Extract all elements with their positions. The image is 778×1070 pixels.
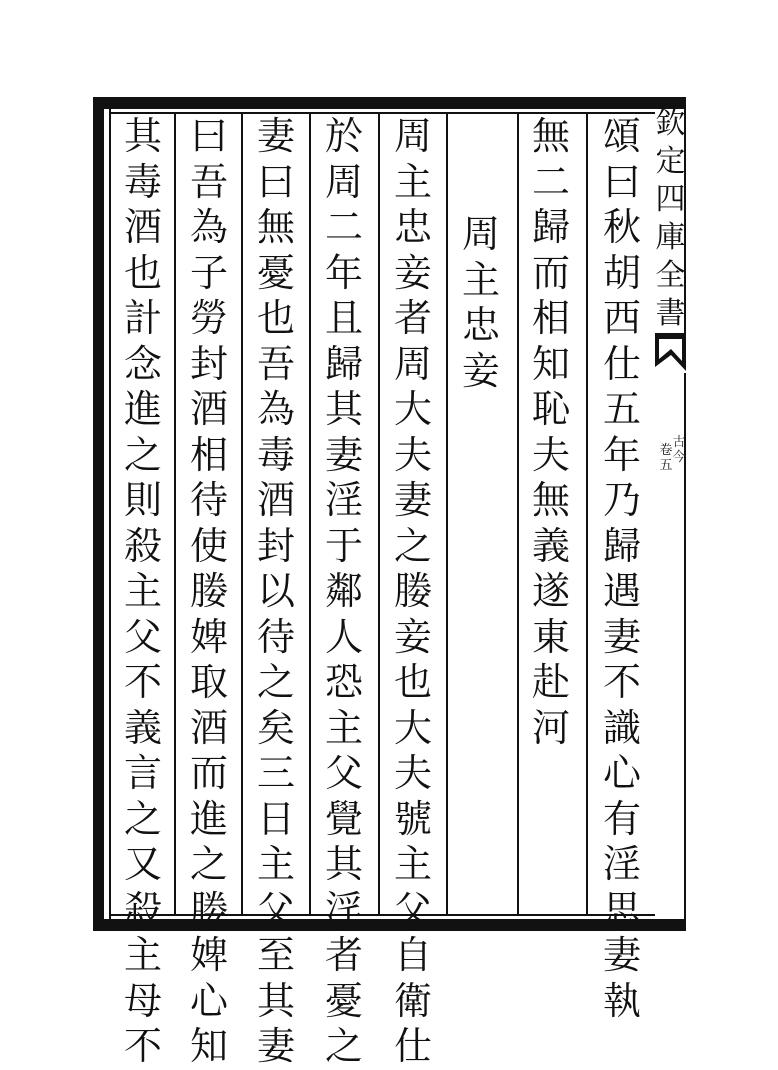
glyph: 定 bbox=[655, 144, 686, 179]
glyph: 父 bbox=[123, 614, 162, 659]
glyph: 思 bbox=[602, 887, 641, 932]
glyph: 主 bbox=[393, 842, 432, 886]
glyph: 相 bbox=[189, 432, 228, 477]
text-column bbox=[593, 114, 651, 1023]
glyph: 大 bbox=[393, 387, 432, 431]
glyph: 有 bbox=[602, 796, 641, 841]
glyph: 西 bbox=[602, 296, 641, 340]
glyph: 妾 bbox=[461, 348, 500, 393]
glyph: 殺 bbox=[123, 887, 162, 932]
glyph: 遇 bbox=[602, 569, 641, 613]
glyph: 毒 bbox=[123, 159, 162, 204]
glyph: 義 bbox=[123, 705, 162, 750]
glyph: 之 bbox=[256, 660, 295, 704]
glyph: 頌 bbox=[602, 114, 641, 158]
glyph: 夫 bbox=[393, 432, 432, 477]
volume-label bbox=[659, 443, 673, 473]
glyph: 之 bbox=[324, 1024, 363, 1068]
text-column bbox=[315, 114, 373, 1068]
glyph: 三 bbox=[256, 751, 295, 795]
glyph: 相 bbox=[531, 296, 570, 340]
glyph: 執 bbox=[602, 978, 641, 1023]
glyph: 心 bbox=[189, 978, 228, 1023]
glyph: 至 bbox=[256, 933, 295, 977]
glyph: 主 bbox=[393, 159, 432, 204]
collection-title bbox=[655, 105, 686, 333]
glyph: 而 bbox=[531, 250, 570, 295]
glyph: 人 bbox=[324, 614, 363, 659]
glyph: 鄰 bbox=[324, 569, 363, 613]
glyph: 酒 bbox=[189, 387, 228, 431]
glyph: 待 bbox=[256, 614, 295, 659]
glyph: 待 bbox=[189, 478, 228, 522]
glyph: 則 bbox=[123, 478, 162, 522]
glyph: 念 bbox=[123, 341, 162, 386]
glyph: 為 bbox=[256, 387, 295, 431]
glyph: 胡 bbox=[602, 250, 641, 295]
glyph: 主 bbox=[123, 569, 162, 613]
glyph: 卷 bbox=[659, 443, 673, 458]
glyph: 進 bbox=[189, 796, 228, 841]
fishtail-mark-icon bbox=[655, 333, 686, 373]
column-rule bbox=[241, 112, 243, 916]
glyph: 妻 bbox=[256, 1024, 295, 1068]
glyph: 不 bbox=[123, 1024, 162, 1068]
glyph: 之 bbox=[123, 796, 162, 841]
glyph: 言 bbox=[123, 751, 162, 795]
glyph: 號 bbox=[393, 796, 432, 841]
glyph: 知 bbox=[189, 1024, 228, 1068]
glyph: 今 bbox=[672, 450, 686, 465]
glyph: 殺 bbox=[123, 523, 162, 568]
margin-band bbox=[655, 97, 686, 931]
glyph: 父 bbox=[256, 887, 295, 932]
glyph: 不 bbox=[602, 660, 641, 704]
glyph: 曰 bbox=[256, 159, 295, 204]
glyph: 吾 bbox=[189, 159, 228, 204]
frame-top-border bbox=[93, 97, 686, 109]
glyph: 淫 bbox=[324, 887, 363, 932]
glyph: 媵 bbox=[189, 887, 228, 932]
glyph: 于 bbox=[324, 523, 363, 568]
glyph: 者 bbox=[393, 296, 432, 340]
glyph: 婢 bbox=[189, 933, 228, 977]
column-rule bbox=[517, 112, 519, 916]
glyph: 憂 bbox=[256, 250, 295, 295]
glyph: 河 bbox=[531, 705, 570, 750]
glyph: 忠 bbox=[393, 205, 432, 249]
glyph: 計 bbox=[123, 296, 162, 340]
column-rule bbox=[446, 112, 448, 916]
glyph: 乃 bbox=[602, 478, 641, 522]
glyph: 二 bbox=[531, 159, 570, 204]
glyph: 也 bbox=[123, 250, 162, 295]
frame-left-border bbox=[93, 97, 104, 931]
glyph: 歸 bbox=[531, 205, 570, 249]
glyph: 書 bbox=[655, 296, 686, 331]
glyph: 衛 bbox=[393, 978, 432, 1023]
glyph: 主 bbox=[461, 257, 500, 302]
glyph: 周 bbox=[324, 159, 363, 204]
column-rule bbox=[309, 112, 311, 916]
glyph: 覺 bbox=[324, 796, 363, 841]
glyph: 主 bbox=[123, 933, 162, 977]
glyph: 封 bbox=[189, 341, 228, 386]
glyph: 之 bbox=[123, 432, 162, 477]
glyph: 夫 bbox=[393, 751, 432, 795]
text-column bbox=[114, 114, 172, 1068]
glyph: 又 bbox=[123, 842, 162, 886]
glyph: 周 bbox=[393, 114, 432, 158]
glyph: 主 bbox=[324, 705, 363, 750]
glyph: 四 bbox=[655, 182, 686, 217]
glyph: 取 bbox=[189, 660, 228, 704]
section-heading bbox=[452, 212, 510, 1012]
glyph: 之 bbox=[393, 523, 432, 568]
glyph: 妻 bbox=[324, 432, 363, 477]
glyph: 不 bbox=[123, 660, 162, 704]
glyph: 使 bbox=[189, 523, 228, 568]
glyph: 仕 bbox=[602, 341, 641, 386]
glyph: 而 bbox=[189, 751, 228, 795]
glyph: 且 bbox=[324, 296, 363, 340]
glyph: 曰 bbox=[189, 114, 228, 158]
glyph: 義 bbox=[531, 523, 570, 568]
glyph: 勞 bbox=[189, 296, 228, 340]
glyph: 婢 bbox=[189, 614, 228, 659]
glyph: 母 bbox=[123, 978, 162, 1023]
glyph: 為 bbox=[189, 205, 228, 249]
column-rule bbox=[586, 112, 588, 916]
glyph: 東 bbox=[531, 614, 570, 659]
glyph: 其 bbox=[324, 842, 363, 886]
glyph: 周 bbox=[461, 212, 500, 256]
glyph: 父 bbox=[393, 887, 432, 932]
glyph: 忠 bbox=[461, 303, 500, 347]
glyph: 其 bbox=[324, 387, 363, 431]
glyph: 全 bbox=[655, 258, 686, 293]
glyph: 欽 bbox=[655, 106, 686, 141]
glyph: 歸 bbox=[324, 341, 363, 386]
glyph: 無 bbox=[531, 114, 570, 158]
glyph: 酒 bbox=[123, 205, 162, 249]
glyph: 封 bbox=[256, 523, 295, 568]
frame-inner-left-line bbox=[109, 109, 111, 919]
glyph: 無 bbox=[256, 205, 295, 249]
glyph: 妻 bbox=[256, 114, 295, 158]
book-title-fragment bbox=[672, 435, 686, 465]
glyph: 妾 bbox=[393, 250, 432, 295]
glyph: 淫 bbox=[324, 478, 363, 522]
text-column bbox=[180, 114, 238, 1068]
glyph: 其 bbox=[123, 114, 162, 158]
glyph: 妻 bbox=[602, 933, 641, 977]
glyph: 二 bbox=[324, 205, 363, 249]
glyph: 遂 bbox=[531, 569, 570, 613]
glyph: 妻 bbox=[602, 614, 641, 659]
glyph: 矣 bbox=[256, 705, 295, 750]
glyph: 妾 bbox=[393, 614, 432, 659]
glyph: 庫 bbox=[655, 220, 686, 255]
glyph: 毒 bbox=[256, 432, 295, 477]
glyph: 者 bbox=[324, 933, 363, 977]
glyph: 曰 bbox=[602, 159, 641, 204]
column-rule bbox=[378, 112, 380, 916]
glyph: 日 bbox=[256, 796, 295, 841]
glyph: 淫 bbox=[602, 842, 641, 886]
glyph: 也 bbox=[256, 296, 295, 340]
glyph: 恐 bbox=[324, 660, 363, 704]
text-column bbox=[522, 114, 580, 914]
column-rule bbox=[174, 112, 176, 916]
glyph: 媵 bbox=[189, 569, 228, 613]
text-column bbox=[384, 114, 442, 1068]
glyph: 大 bbox=[393, 705, 432, 750]
glyph: 五 bbox=[659, 458, 673, 473]
glyph: 子 bbox=[189, 250, 228, 295]
glyph: 赴 bbox=[531, 660, 570, 704]
glyph: 吾 bbox=[256, 341, 295, 386]
glyph: 秋 bbox=[602, 205, 641, 249]
glyph: 識 bbox=[602, 705, 641, 750]
glyph: 也 bbox=[393, 660, 432, 704]
glyph: 酒 bbox=[256, 478, 295, 522]
glyph: 憂 bbox=[324, 978, 363, 1023]
glyph: 古 bbox=[672, 435, 686, 450]
glyph: 父 bbox=[324, 751, 363, 795]
glyph: 於 bbox=[324, 114, 363, 158]
glyph: 進 bbox=[123, 387, 162, 431]
glyph: 恥 bbox=[531, 387, 570, 431]
glyph: 之 bbox=[189, 842, 228, 886]
glyph: 主 bbox=[256, 842, 295, 886]
glyph: 其 bbox=[256, 978, 295, 1023]
glyph: 夫 bbox=[531, 432, 570, 477]
glyph: 媵 bbox=[393, 569, 432, 613]
glyph: 知 bbox=[531, 341, 570, 386]
glyph: 以 bbox=[256, 569, 295, 613]
text-column bbox=[247, 114, 305, 1068]
glyph: 年 bbox=[324, 250, 363, 295]
glyph: 五 bbox=[602, 387, 641, 431]
glyph: 自 bbox=[393, 933, 432, 977]
glyph: 酒 bbox=[189, 705, 228, 750]
glyph: 妻 bbox=[393, 478, 432, 522]
glyph: 無 bbox=[531, 478, 570, 522]
glyph: 年 bbox=[602, 432, 641, 477]
glyph: 歸 bbox=[602, 523, 641, 568]
glyph: 仕 bbox=[393, 1024, 432, 1068]
glyph: 心 bbox=[602, 751, 641, 795]
glyph: 周 bbox=[393, 341, 432, 386]
